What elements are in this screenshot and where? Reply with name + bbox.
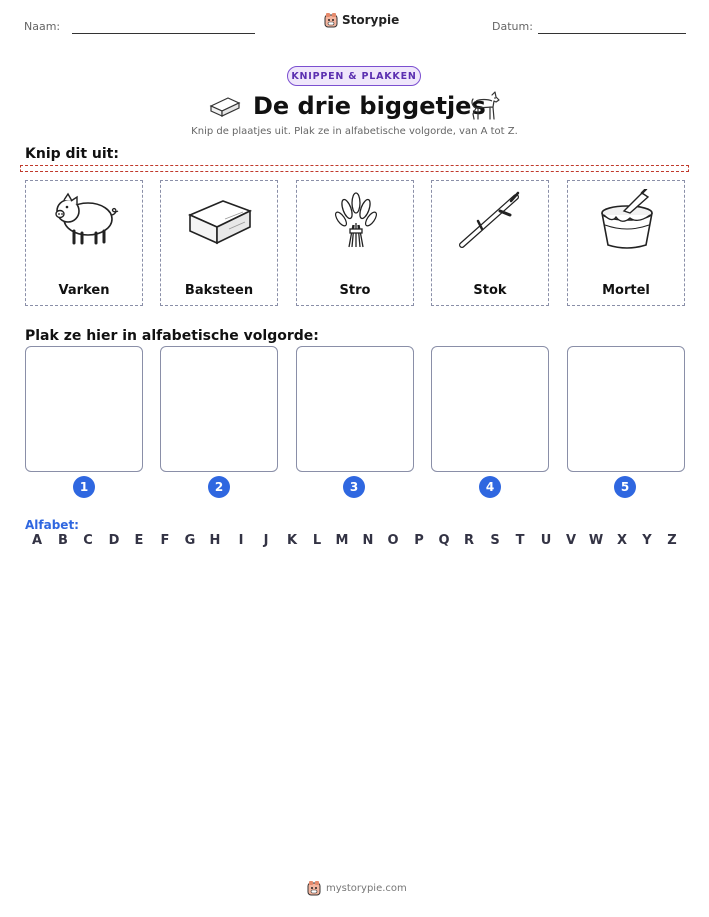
cut-card-baksteen[interactable]	[160, 180, 278, 306]
alphabet-letter: T	[515, 533, 525, 548]
alphabet-letter: H	[209, 533, 221, 548]
page-title: De drie biggetjes	[253, 92, 486, 120]
storypie-mascot-icon	[324, 12, 338, 28]
brand-logo	[324, 12, 399, 28]
name-line	[72, 33, 255, 34]
cut-card-stok[interactable]	[431, 180, 549, 306]
name-label: Naam:	[24, 20, 61, 33]
alphabet-letter: O	[387, 533, 399, 548]
alphabet-letter: Y	[642, 533, 652, 548]
straw-icon	[321, 189, 391, 251]
date-line	[538, 33, 686, 34]
alphabet-letter: J	[263, 533, 269, 548]
paste-slot-5[interactable]	[567, 346, 685, 472]
alphabet-letter: Q	[438, 533, 450, 548]
paste-slot-3[interactable]	[296, 346, 414, 472]
paste-slot-2[interactable]	[160, 346, 278, 472]
wolf-title-icon	[468, 90, 502, 122]
slot-number-5: 5	[614, 476, 636, 498]
brick-icon	[185, 189, 255, 251]
alphabet-letter: D	[108, 533, 120, 548]
paste-slot-4[interactable]	[431, 346, 549, 472]
alphabet-letter: A	[31, 533, 43, 548]
activity-badge: KNIPPEN & PLAKKEN	[287, 66, 421, 86]
pig-icon	[50, 189, 120, 251]
alphabet-letter: M	[335, 533, 349, 548]
alphabet-letter: P	[414, 533, 424, 548]
cut-line	[20, 165, 689, 172]
mortar-bucket-icon	[592, 189, 662, 251]
alphabet-letter: R	[463, 533, 474, 548]
alphabet-letter: N	[362, 533, 374, 548]
alphabet-letter: Z	[667, 533, 677, 548]
card-label: Baksteen	[184, 283, 254, 298]
paste-slot-1[interactable]	[25, 346, 143, 472]
cut-card-mortel[interactable]	[567, 180, 685, 306]
card-label: Mortel	[602, 283, 650, 298]
brick-title-icon	[208, 94, 242, 118]
instructions: Knip de plaatjes uit. Plak ze in alfabetische volgorde, van A tot Z.	[191, 126, 518, 137]
brand-name: Storypie	[342, 13, 400, 27]
cut-section-title: Knip dit uit:	[25, 146, 119, 162]
cut-card-stro[interactable]	[296, 180, 414, 306]
alphabet-letter: I	[238, 533, 244, 548]
slot-number-1: 1	[73, 476, 95, 498]
card-label: Varken	[58, 283, 110, 298]
card-label: Stro	[339, 283, 371, 298]
stick-icon	[456, 189, 526, 251]
alphabet-letter: U	[540, 533, 552, 548]
slot-number-4: 4	[479, 476, 501, 498]
alphabet-letter: E	[134, 533, 144, 548]
date-label: Datum:	[492, 20, 533, 33]
alphabet-letter: F	[160, 533, 170, 548]
alphabet-letter: K	[286, 533, 298, 548]
alphabet-title: Alfabet:	[25, 518, 79, 532]
alphabet-letter: X	[616, 533, 628, 548]
alphabet-letter: S	[490, 533, 500, 548]
slot-number-2: 2	[208, 476, 230, 498]
cut-card-varken[interactable]	[25, 180, 143, 306]
storypie-mascot-icon	[307, 880, 321, 896]
alphabet-letter: L	[312, 533, 322, 548]
alphabet-letter: C	[83, 533, 93, 548]
footer	[307, 880, 407, 896]
alphabet-letter: B	[58, 533, 68, 548]
paste-section-title: Plak ze hier in alfabetische volgorde:	[25, 328, 319, 344]
slot-number-3: 3	[343, 476, 365, 498]
card-label: Stok	[473, 283, 507, 298]
alphabet-letter: G	[184, 533, 196, 548]
alphabet-letter: W	[588, 533, 604, 548]
footer-url[interactable]: mystorypie.com	[326, 882, 407, 894]
alphabet-letter: V	[565, 533, 577, 548]
